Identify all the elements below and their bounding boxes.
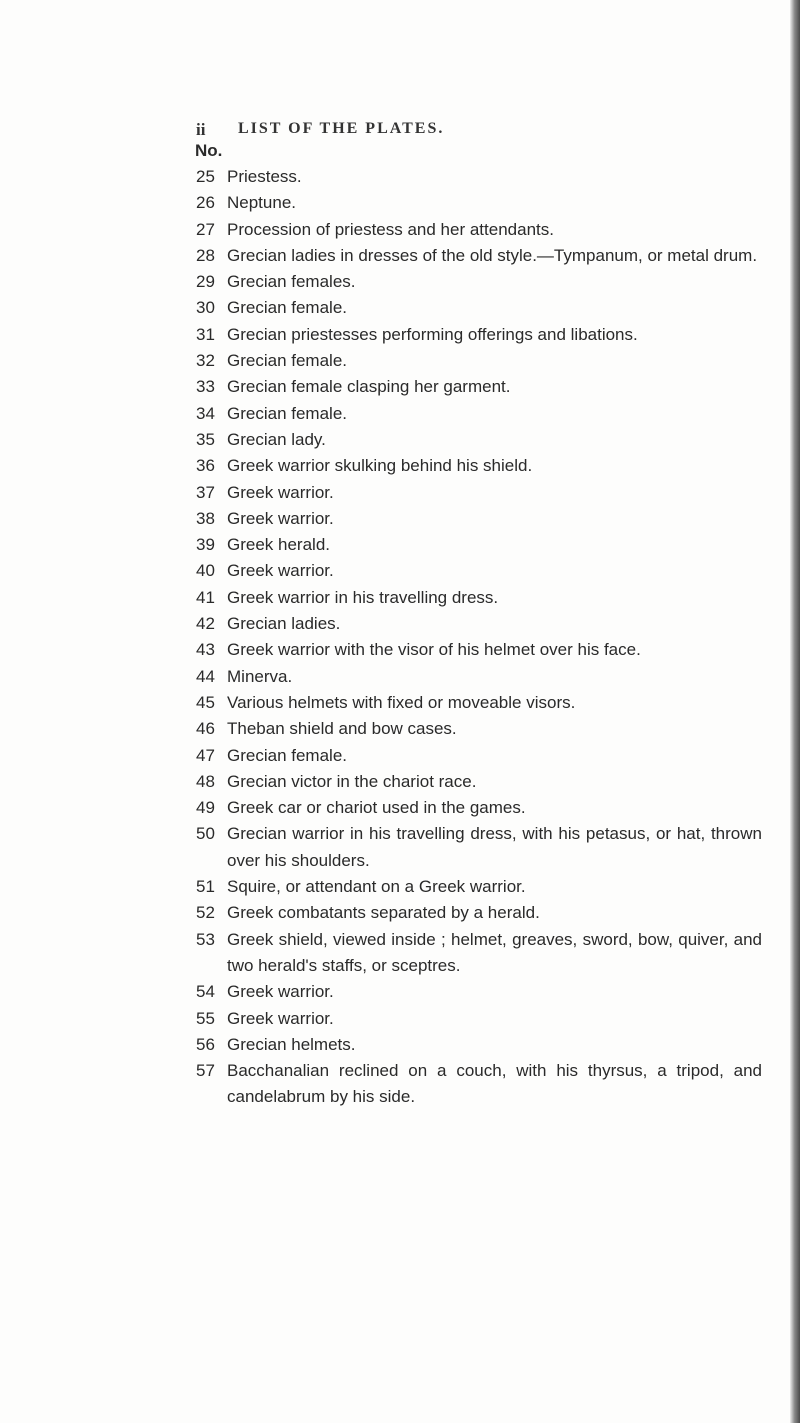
plate-entry	[196, 427, 796, 453]
plate-description: Grecian female.	[227, 351, 347, 371]
plate-entry	[196, 480, 796, 506]
plate-number: 37	[196, 482, 215, 502]
plate-number: 48	[196, 771, 215, 791]
plate-entry	[196, 821, 796, 874]
plate-entry	[196, 716, 796, 742]
plate-description: Grecian warrior in his travelling dress, with his petasus, or hat, thrown over his shoulders.	[227, 824, 762, 870]
plate-entry	[196, 217, 796, 243]
plate-entry	[196, 322, 796, 348]
plate-description: Grecian females.	[227, 272, 356, 292]
plate-number: 33	[196, 377, 215, 397]
plate-number: 25	[196, 167, 215, 186]
list-heading: No.	[195, 141, 223, 160]
plate-entry	[196, 795, 796, 821]
plate-description: Grecian female.	[227, 745, 347, 765]
plate-description: Grecian priestesses performing offerings and libations.	[227, 324, 638, 344]
plate-number: 35	[196, 429, 215, 449]
plate-number: 56	[196, 1034, 215, 1054]
plate-entry	[196, 348, 796, 374]
plate-entry	[196, 190, 796, 216]
plate-description: Greek shield, viewed inside ; helmet, greaves, sword, bow, quiver, and two herald's staffs, or sceptres.	[227, 929, 762, 975]
plate-entry	[196, 453, 796, 479]
plate-description: Greek warrior.	[227, 561, 334, 581]
plate-number: 52	[196, 903, 215, 923]
plate-number: 43	[196, 640, 215, 660]
plate-entry	[196, 690, 796, 716]
plate-description: Greek warrior.	[227, 482, 334, 502]
plate-description: Greek combatants separated by a herald.	[227, 903, 540, 923]
plate-description: Greek warrior.	[227, 508, 334, 528]
plate-number: 27	[196, 219, 215, 239]
plate-number: 47	[196, 745, 215, 765]
plate-description: Grecian female.	[227, 298, 347, 318]
plate-description: Grecian helmets.	[227, 1034, 356, 1054]
plate-number: 50	[196, 824, 215, 844]
plate-entry	[196, 664, 796, 690]
plate-number: 32	[196, 351, 215, 371]
plate-entry	[196, 295, 796, 321]
plate-number: 41	[196, 587, 215, 607]
plate-entry	[196, 269, 796, 295]
plate-number: 45	[196, 692, 215, 712]
plate-number: 26	[196, 193, 215, 213]
plate-description: Greek warrior in his travelling dress.	[227, 587, 499, 607]
running-title: LIST OF THE PLATES.	[238, 120, 445, 137]
plate-number: 53	[196, 929, 215, 949]
plate-description: Greek warrior.	[227, 982, 334, 1002]
plate-entry	[196, 532, 796, 558]
plate-description: Grecian lady.	[227, 429, 326, 449]
plate-description: Grecian victor in the chariot race.	[227, 771, 477, 791]
plate-description: Greek warrior with the visor of his helmet over his face.	[227, 640, 641, 660]
plate-entry	[196, 874, 796, 900]
plate-number: 42	[196, 614, 215, 634]
plate-number: 57	[196, 1061, 215, 1081]
plate-number: 30	[196, 298, 215, 318]
plate-entry	[196, 769, 796, 795]
plate-entry	[196, 637, 796, 663]
plate-description: Greek warrior skulking behind his shield.	[227, 456, 533, 476]
plate-entry	[196, 401, 796, 427]
plate-number: 29	[196, 272, 215, 292]
plate-description: Squire, or attendant on a Greek warrior.	[227, 877, 526, 897]
plate-entry	[196, 374, 796, 400]
plate-number: 51	[196, 877, 215, 897]
plate-entry	[196, 585, 796, 611]
plate-number: 46	[196, 719, 215, 739]
plate-number: 40	[196, 561, 215, 581]
plate-number: 49	[196, 798, 215, 818]
plate-entry	[196, 1006, 796, 1032]
plate-description: Grecian ladies in dresses of the old style.—Tympanum, or metal drum.	[227, 245, 758, 265]
plate-entry	[196, 164, 796, 190]
plate-entry	[196, 979, 796, 1005]
plate-description: Greek herald.	[227, 535, 330, 555]
plate-number: 34	[196, 403, 215, 423]
plate-entry	[196, 900, 796, 926]
plate-entry	[196, 1058, 796, 1111]
plate-description: Various helmets with fixed or moveable visors.	[227, 692, 576, 712]
plate-number: 44	[196, 666, 215, 686]
plate-description: Bacchanalian reclined on a couch, with his thyrsus, a tripod, and candelabrum by his side.	[227, 1061, 762, 1107]
plate-entry	[196, 927, 796, 980]
plate-description: Greek warrior.	[227, 1008, 334, 1028]
plate-description: Minerva.	[227, 666, 293, 686]
plate-number: 38	[196, 508, 215, 528]
plate-number: 55	[196, 1008, 215, 1028]
plate-description: Grecian ladies.	[227, 614, 341, 634]
plate-description: Grecian female.	[227, 403, 347, 423]
plate-list	[196, 164, 796, 1111]
plate-description: Greek car or chariot used in the games.	[227, 798, 526, 818]
plate-number: 54	[196, 982, 215, 1002]
plate-entry	[196, 611, 796, 637]
plate-entry	[196, 243, 796, 269]
plate-number: 36	[196, 456, 215, 476]
plate-number: 28	[196, 245, 215, 265]
plate-entry	[196, 558, 796, 584]
page-number: ii	[196, 120, 206, 139]
plate-number: 39	[196, 535, 215, 555]
plate-number: 31	[196, 324, 215, 344]
plate-description: Priestess.	[227, 167, 302, 186]
plate-description: Theban shield and bow cases.	[227, 719, 457, 739]
plate-description: Neptune.	[227, 193, 296, 213]
plate-entry	[196, 506, 796, 532]
plate-entry	[196, 1032, 796, 1058]
plate-description: Procession of priestess and her attendants.	[227, 219, 554, 239]
plate-entry	[196, 743, 796, 769]
plate-description: Grecian female clasping her garment.	[227, 377, 511, 397]
